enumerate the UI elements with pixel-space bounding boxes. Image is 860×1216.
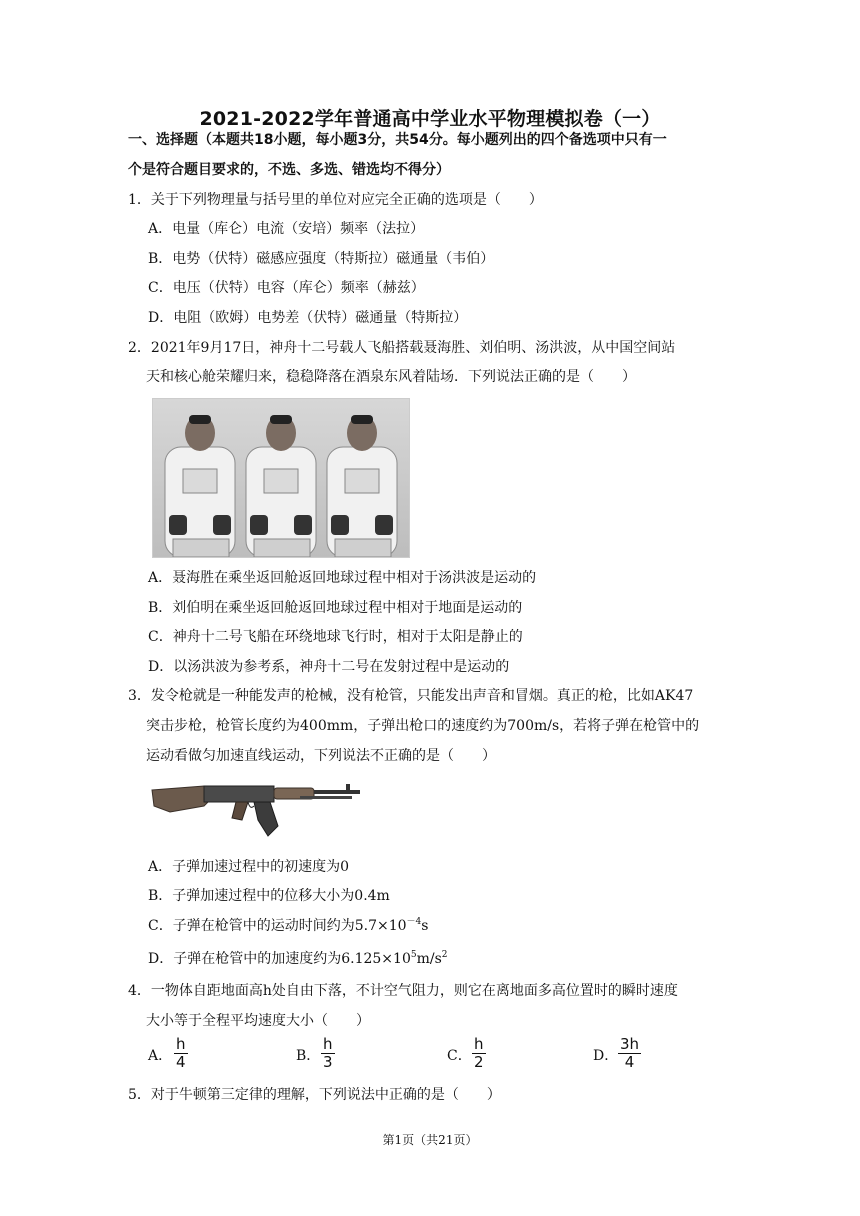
question-4-option-b-fraction [321,1036,335,1071]
question-3-stem-line-3: 运动看做匀加速直线运动，下列说法不正确的是（ ） [146,748,496,764]
astronauts-photo [152,398,410,558]
question-1-stem: 1．关于下列物理量与括号里的单位对应完全正确的选项是（ ） [128,192,543,208]
question-2-option-d: D．以汤洪波为参考系，神舟十二号在发射过程中是运动的 [148,659,510,675]
fraction-denominator: 2 [474,1053,484,1071]
question-3-option-a: A．子弹加速过程中的初速度为0 [148,859,350,875]
question-3-option-d [148,949,448,969]
section-heading-line-2: 个是符合题目要求的，不选、多选、错选均不得分） [128,162,450,178]
question-2-option-c: C．神舟十二号飞船在环绕地球飞行时，相对于太阳是静止的 [148,629,523,645]
question-4-option-b-label: B． [296,1048,321,1064]
section-heading [128,125,738,185]
option-c-exponent: －4 [406,917,422,927]
question-3-option-c [148,916,428,936]
question-4-option-d-fraction [618,1036,641,1071]
question-3-option-b: B．子弹加速过程中的位移大小为0.4m [148,888,390,904]
question-4-stem-line-2: 大小等于全程平均速度大小（ ） [146,1013,370,1029]
question-4-option-a-label: A． [148,1048,173,1064]
option-c-text: C．子弹在枪管中的运动时间约为5.7×10 [148,918,407,934]
question-3-stem-line-2: 突击步枪，枪管长度约为400mm，子弹出枪口的速度约为700m/s，若将子弹在枪管中的 [146,718,700,734]
question-4-option-d-label: D． [593,1048,619,1064]
question-2-option-b: B．刘伯明在乘坐返回舱返回地球过程中相对于地面是运动的 [148,600,523,616]
section-heading-line-1: 一、选择题（本题共18小题，每小题3分，共54分。每小题列出的四个备选项中只有一 [128,132,667,148]
question-5-stem: 5．对于牛顿第三定律的理解，下列说法中正确的是（ ） [128,1087,501,1103]
fraction-numerator: h [323,1035,333,1053]
question-2-stem-line-1: 2．2021年9月17日，神舟十二号载人飞船搭载聂海胜、刘伯明、汤洪波，从中国空间站 [128,340,676,356]
question-2-stem-line-2: 天和核心舱荣耀归来，稳稳降落在酒泉东风着陆场．下列说法正确的是（ ） [146,369,636,385]
option-d-exponent: 5 [410,950,417,960]
question-4-stem-line-1: 4．一物体自距地面高h处自由下落，不计空气阻力，则它在离地面多高位置时的瞬时速度 [128,983,678,999]
question-2-option-a: A．聂海胜在乘坐返回舱返回地球过程中相对于汤洪波是运动的 [148,570,537,586]
question-3-stem-line-1: 3．发令枪就是一种能发声的枪械，没有枪管，只能发出声音和冒烟。真正的枪，比如AK47 [128,688,694,704]
fraction-denominator: 3 [323,1053,333,1071]
fraction-numerator: h [176,1035,186,1053]
question-4-option-c-label: C． [447,1048,472,1064]
fraction-numerator: 3h [620,1035,640,1053]
question-4-option-a-fraction [174,1036,188,1071]
option-c-unit: s [421,918,429,934]
fraction-numerator: h [474,1035,484,1053]
exam-title: 2021-2022学年普通高中学业水平物理模拟卷（一） [199,108,661,130]
option-d-unit: m/s [416,951,442,967]
question-1-option-c: C．电压（伏特）电容（库仑）频率（赫兹） [148,280,425,296]
page-footer: 第1页（共21页） [382,1133,478,1147]
question-1-option-b: B．电势（伏特）磁感应强度（特斯拉）磁通量（韦伯） [148,251,495,267]
rifle-image [150,776,362,842]
question-1-option-a: A．电量（库仑）电流（安培）频率（法拉） [148,221,425,237]
question-4-option-c-fraction [472,1036,486,1071]
option-d-unit-exponent: 2 [441,950,448,960]
fraction-denominator: 4 [624,1053,635,1071]
question-1-option-d: D．电阻（欧姆）电势差（伏特）磁通量（特斯拉） [148,310,468,326]
option-d-text: D．子弹在枪管中的加速度约为6.125×10 [148,951,411,967]
fraction-denominator: 4 [176,1053,186,1071]
